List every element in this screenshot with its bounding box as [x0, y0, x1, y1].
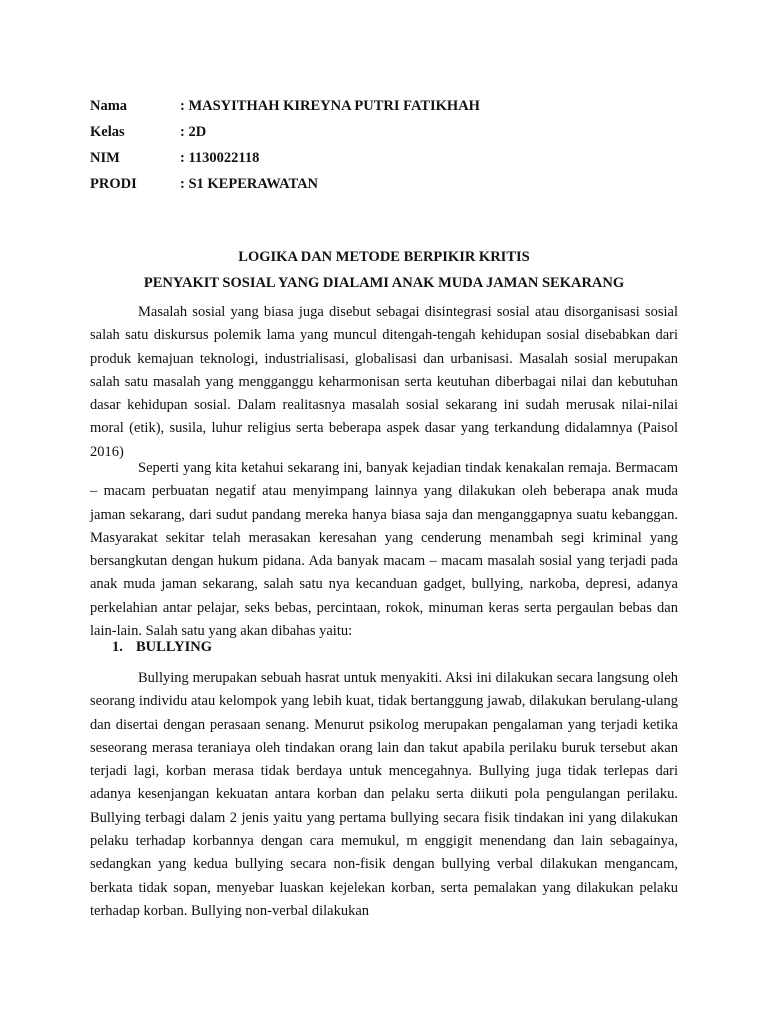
identity-row-nim — [90, 145, 480, 171]
intro-paragraph-1: Masalah sosial yang biasa juga disebut sebagai disintegrasi sosial atau disorganisasi sosial salah satu diskursus polemik lama yang muncul ditengah-tengah kehidupan sosial disebabkan dari produk kemajuan teknologi, industrialisasi, globalisasi dan urbanisasi. Masalah sosial merupakan salah satu masalah yang mengganggu keharmonisan serta keutuhan diberbagai nilai dan kebutuhan dasar kehidupan sosial. Dalam realitasnya masalah sosial sekarang ini sudah merusak nilai-nilai moral (etik), susila, luhur religius serta beberapa aspek dasar yang terkandung didalamnya (Paisol 2016) — [90, 304, 678, 460]
identity-value: : 2D — [180, 124, 207, 140]
identity-label: Nama — [90, 98, 128, 114]
intro-paragraph-2: Seperti yang kita ketahui sekarang ini, banyak kejadian tindak kenakalan remaja. Bermacam – macam perbuatan negatif atau menyimpang lainnya yang dilakukan oleh beberapa anak muda jaman sekarang, dari sudut pandang mereka hanya biasa saja dan menganggapnya suatu kebanggan. Masyarakat sekitar telah merasakan keresahan yang cenderung menambah segi kriminal yang bersangkutan dengan hukum pidana. Ada banyak macam – macam masalah sosial yang terjadi pada anak muda jaman sekarang, salah satu nya kecanduan gadget, bullying, narkoba, depresi, adanya perkelahian antar pelajar, seks bebas, percintaan, rokok, minuman keras serta pergaulan bebas dan lain-lain. Salah satu yang akan dibahas yaitu: — [90, 460, 678, 640]
bullying-paragraph: Bullying merupakan sebuah hasrat untuk menyakiti. Aksi ini dilakukan secara langsung oleh seorang individu atau kelompok yang lebih kuat, tidak bertanggung jawab, dilakukan berulang-ulang dan disertai dengan perasaan senang. Menurut psikolog merupakan pengalaman yang terjadi ketika seseorang merasa teraniaya oleh tindakan orang lain dan takut apabila perilaku buruk tersebut akan terjadi lagi, korban merasa tidak berdaya untuk mencegahnya. Bullying juga tidak terlepas dari adanya kesenjangan kekuatan antara korban dan pelaku serta diikuti pola pengulangan perilaku. Bullying terbagi dalam 2 jenis yaitu yang pertama bullying secara fisik tindakan ini yang dilakukan pelaku terhadap korbannya dengan cara memukul, m enggigit menendang dan lain sebagainya, sedangkan yang kedua bullying secara non-fisik dengan bullying verbal dilakukan mengancam, berkata tidak sopan, menyebar luaskan kejelekan korban, serta pemalakan yang dilakukan pelaku terhadap korban. Bullying non-verbal dilakukan — [90, 670, 678, 919]
identity-value: : MASYITHAH KIREYNA PUTRI FATIKHAH — [180, 98, 480, 114]
student-identity — [90, 93, 480, 197]
identity-label: NIM — [90, 150, 120, 166]
section-number: 1. — [112, 639, 123, 655]
identity-value: : 1130022118 — [180, 150, 260, 166]
identity-row-kelas — [90, 119, 480, 145]
document-subtitle: PENYAKIT SOSIAL YANG DIALAMI ANAK MUDA JAMAN SEKARANG — [143, 275, 625, 291]
section-title: BULLYING — [136, 639, 213, 655]
identity-label: Kelas — [90, 124, 125, 140]
section-heading-bullying — [112, 634, 212, 660]
identity-label: PRODI — [90, 176, 137, 192]
document-titles — [90, 244, 678, 296]
identity-value: : S1 KEPERAWATAN — [180, 176, 319, 192]
document-title: LOGIKA DAN METODE BERPIKIR KRITIS — [238, 249, 530, 265]
identity-row-prodi — [90, 171, 480, 197]
identity-row-nama — [90, 93, 480, 119]
